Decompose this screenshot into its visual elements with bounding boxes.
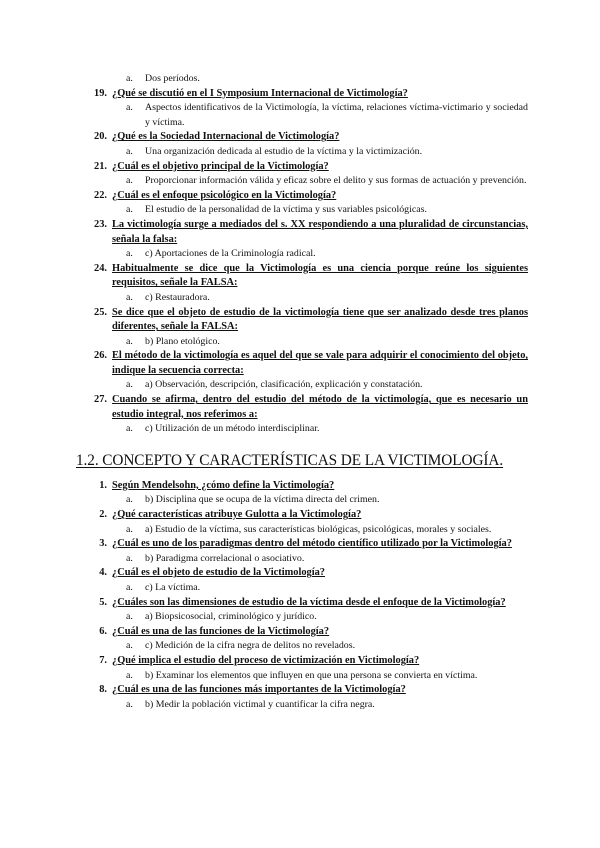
answer-text: a) Estudio de la víctima, sus características biológicas, psicológicas, morales y sociales. [145, 523, 492, 535]
question-number: 21. [94, 160, 107, 172]
question-number: 22. [94, 189, 107, 201]
question-number: 3. [99, 538, 107, 550]
answer-text: Proporcionar información válida y eficaz sobre el delito y sus formas de actuación y prevención. [145, 175, 527, 187]
answer-letter: a. [126, 204, 133, 216]
answer-letter: a. [126, 552, 133, 564]
answer-text: b) Plano etológico. [145, 335, 220, 347]
question-item [78, 306, 528, 335]
question-item [78, 87, 528, 102]
question-text: ¿Cuál es el objetivo principal de la Victimología? [112, 160, 329, 172]
question-item [78, 596, 528, 611]
answer-item [112, 203, 528, 218]
question-text: Según Mendelsohn, ¿cómo define la Victimología? [112, 479, 335, 491]
question-item [78, 683, 528, 698]
answer-item [112, 669, 528, 684]
question-item [78, 130, 528, 145]
page-content [78, 72, 528, 712]
answer-item [112, 247, 528, 262]
answer-letter: a. [126, 335, 133, 347]
answer-item [112, 422, 528, 437]
answer-text: c) Medición de la cifra negra de delitos no revelados. [145, 640, 356, 652]
answer-text: El estudio de la personalidad de la víctima y sus variables psicológicas. [145, 204, 427, 216]
question-item [78, 218, 528, 247]
question-number: 23. [94, 218, 107, 230]
answer-letter: a. [126, 523, 133, 535]
question-item [78, 189, 528, 204]
answer-item [112, 581, 528, 596]
question-text: ¿Cuál es uno de los paradigmas dentro del método científico utilizado por la Victimología? [112, 538, 512, 550]
answer-letter: a. [126, 698, 133, 710]
question-item [78, 537, 528, 552]
answer-text: Aspectos identificativos de la Victimología, la víctima, relaciones víctima-victimario y sociedad y víctima. [145, 102, 528, 128]
question-text: La victimología surge a mediados del s. XX respondiendo a una pluralidad de circunstancias, señala la falsa: [112, 218, 528, 245]
answer-item [112, 378, 528, 393]
question-text: ¿Cuáles son las dimensiones de estudio de la víctima desde el enfoque de la Victimología? [112, 596, 506, 608]
answer-letter: a. [126, 423, 133, 435]
answer-item [112, 72, 528, 87]
question-item [78, 479, 528, 494]
answer-item [112, 493, 528, 508]
answer-letter: a. [126, 582, 133, 593]
question-number: 24. [94, 262, 107, 274]
question-text: ¿Qué es la Sociedad Internacional de Victimología? [112, 131, 340, 143]
answer-letter: a. [126, 73, 133, 84]
answer-text: b) Medir la población victimal y cuantificar la cifra negra. [145, 698, 375, 710]
question-item [78, 625, 528, 640]
answer-item [112, 291, 528, 306]
answer-letter: a. [126, 611, 133, 623]
answer-letter: a. [126, 291, 133, 303]
question-item [78, 160, 528, 175]
question-text: ¿Qué características atribuye Gulotta a la Victimología? [112, 509, 362, 521]
question-text: El método de la victimología es aquel del que se vale para adquirir el conocimiento del objeto, indique la secuencia correcta: [112, 350, 528, 376]
section-heading: 1.2. CONCEPTO Y CARACTERÍSTICAS DE LA VICTIMOLOGÍA. [76, 451, 504, 469]
answer-text: c) Restauradora. [145, 291, 210, 303]
answer-text: Una organización dedicada al estudio de la víctima y la victimización. [145, 145, 423, 157]
question-number: 26. [94, 350, 107, 362]
question-text: Habitualmente se dice que la Victimología es una ciencia porque reúne los siguientes requisitos, señale la FALSA: [112, 262, 528, 289]
question-number: 1. [99, 479, 107, 491]
question-number: 6. [99, 625, 107, 637]
question-text: Cuando se afirma, dentro del estudio del método de la victimología, que es necesario un estudio integral, nos referimos a: [112, 394, 528, 420]
answer-text: b) Paradigma correlacional o asociativo. [145, 552, 305, 564]
answer-item [112, 698, 528, 713]
answer-item [112, 610, 528, 625]
answer-text: a) Observación, descripción, clasificación, explicación y constatación. [145, 379, 423, 391]
question-text: ¿Cuál es el objeto de estudio de la Victimología? [112, 567, 325, 579]
answer-letter: a. [126, 175, 133, 187]
answer-item [112, 335, 528, 350]
question-list-block-1 [78, 72, 528, 437]
question-number: 4. [99, 567, 107, 579]
question-number: 7. [99, 654, 107, 666]
question-text: Se dice que el objeto de estudio de la victimología tiene que ser analizado desde tres planos diferentes, señale la FALSA: [112, 306, 528, 333]
question-text: ¿Cuál es el enfoque psicológico en la Victimología? [112, 189, 337, 201]
question-text: ¿Cuál es una de las funciones de la Victimología? [112, 625, 330, 637]
answer-item [112, 101, 528, 130]
answer-letter: a. [126, 145, 133, 157]
question-item [78, 393, 528, 422]
question-item [78, 654, 528, 669]
question-item [78, 262, 528, 291]
question-list-block-2 [78, 479, 528, 713]
question-item [78, 566, 528, 581]
answer-letter: a. [126, 102, 133, 114]
answer-text: c) La víctima. [145, 582, 201, 593]
answer-text: c) Aportaciones de la Criminología radical. [145, 248, 316, 260]
answer-item [112, 145, 528, 160]
question-number: 27. [94, 394, 107, 406]
answer-letter: a. [126, 494, 133, 506]
question-item [78, 508, 528, 523]
answer-text: Dos períodos. [145, 73, 200, 84]
question-number: 25. [94, 306, 107, 318]
question-text: ¿Cuál es una de las funciones más importantes de la Victimología? [112, 684, 406, 696]
answer-item [112, 639, 528, 654]
question-number: 8. [99, 684, 107, 696]
question-number: 20. [94, 131, 107, 143]
question-item [78, 349, 528, 378]
answer-text: a) Biopsicosocial, criminológico y jurídico. [145, 611, 317, 623]
answer-text: b) Disciplina que se ocupa de la víctima directa del crimen. [145, 494, 380, 506]
question-text: ¿Qué implica el estudio del proceso de victimización en Victimología? [112, 654, 420, 666]
answer-item [112, 552, 528, 567]
answer-item [112, 523, 528, 538]
answer-letter: a. [126, 640, 133, 652]
answer-text: c) Utilización de un método interdisciplinar. [145, 423, 320, 435]
question-number: 19. [94, 87, 107, 99]
answer-text: b) Examinar los elementos que influyen en que una persona se convierta en víctima. [145, 669, 478, 681]
answer-item [112, 174, 528, 189]
answer-letter: a. [126, 669, 133, 681]
question-number: 5. [99, 596, 107, 608]
question-text: ¿Qué se discutió en el I Symposium Internacional de Victimología? [112, 87, 408, 99]
answer-letter: a. [126, 379, 133, 391]
answer-letter: a. [126, 248, 133, 260]
question-number: 2. [99, 509, 107, 521]
